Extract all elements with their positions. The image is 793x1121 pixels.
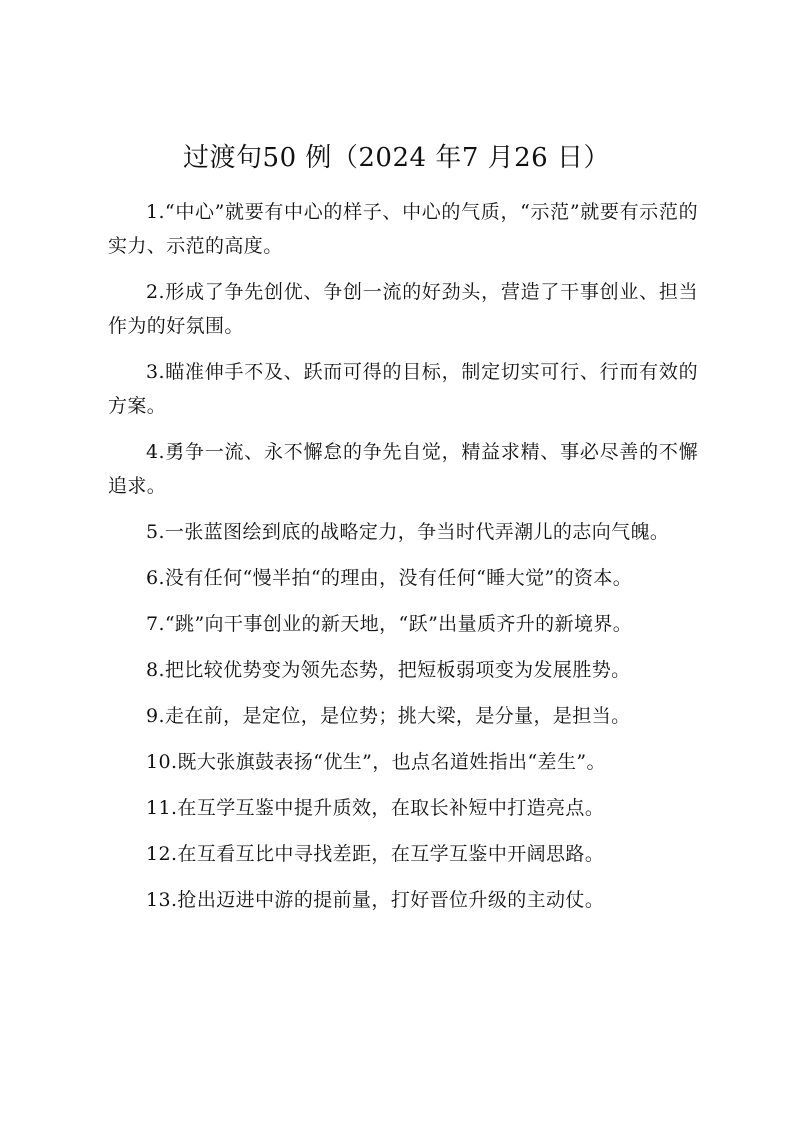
list-item: 8.把比较优势变为领先态势，把短板弱项变为发展胜势。 <box>146 659 631 681</box>
list-item: 5.一张蓝图绘到底的战略定力，争当时代弄潮儿的志向气魄。 <box>146 521 670 543</box>
list-item: 12.在互看互比中寻找差距，在互学互鉴中开阔思路。 <box>146 843 605 865</box>
list-item: 10.既大张旗鼓表扬“优生”，也点名道姓指出“差生”。 <box>146 751 606 773</box>
list-item: 6.没有任何“慢半拍“的理由，没有任何“睡大觉”的资本。 <box>146 567 633 589</box>
list-item: 11.在互学互鉴中提升质效，在取长补短中打造亮点。 <box>146 797 605 819</box>
list-item: 13.抢出迈进中游的提前量，打好晋位升级的主动仗。 <box>146 889 605 911</box>
document-title: 过渡句50 例（2024 年7 月26 日） <box>183 143 610 173</box>
list-item: 1.“中心”就要有中心的样子、中心的气质，“示范”就要有示范的实力、示范的高度。 <box>108 201 698 257</box>
sentence-list <box>108 195 698 929</box>
list-item: 2.形成了争先创优、争创一流的好劲头，营造了干事创业、担当作为的好氛围。 <box>108 281 698 337</box>
list-item: 9.走在前，是定位，是位势；挑大梁，是分量，是担当。 <box>146 705 631 727</box>
list-item: 7.“跳”向干事创业的新天地，“跃”出量质齐升的新境界。 <box>146 613 633 635</box>
list-item: 4.勇争一流、永不懈怠的争先自觉，精益求精、事必尽善的不懈追求。 <box>108 441 698 497</box>
list-item: 3.瞄准伸手不及、跃而可得的目标，制定切实可行、行而有效的方案。 <box>108 361 698 417</box>
